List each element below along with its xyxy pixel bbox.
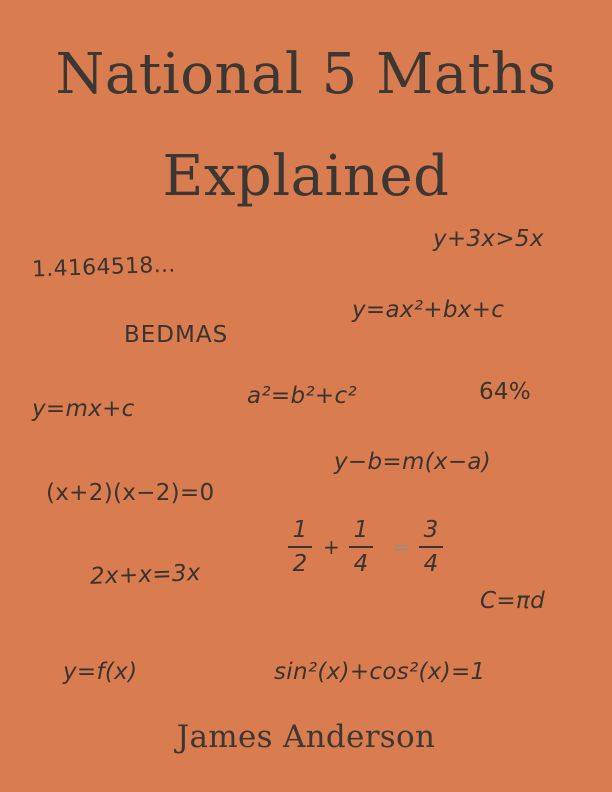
formula-factorised: (x+2)(x−2)=0 <box>46 480 215 506</box>
formula-acronym: BEDMAS <box>124 322 229 348</box>
formula-point-gradient: y−b=m(x−a) <box>334 449 492 475</box>
title-line-2: Explained <box>162 144 450 209</box>
fraction-one-quarter <box>347 519 375 576</box>
formula-straight-line: y=mx+c <box>32 396 135 422</box>
formula-function: y=f(x) <box>63 659 138 685</box>
formula-simplify: 2x+x=3x <box>89 560 202 590</box>
fraction-numerator: 3 <box>423 517 439 543</box>
fraction-numerator: 1 <box>353 517 369 543</box>
title-line-1: National 5 Maths <box>55 42 557 107</box>
fraction-denominator: 2 <box>292 551 308 577</box>
author-name: James Anderson <box>176 719 436 755</box>
equals-sign: = <box>393 535 410 559</box>
formula-decimal: 1.4164518... <box>31 252 176 283</box>
fraction-denominator: 4 <box>423 551 439 577</box>
formula-circumference: C=πd <box>480 588 545 614</box>
formula-trig-identity: sin²(x)+cos²(x)=1 <box>274 659 486 685</box>
formula-inequality: y+3x>5x <box>433 226 544 252</box>
formula-pythagoras: a²=b²+c² <box>247 383 357 409</box>
fraction-one-half <box>286 519 314 576</box>
fraction-numerator: 1 <box>292 517 308 543</box>
formula-quadratic: y=ax²+bx+c <box>352 297 505 323</box>
formula-fraction-sum <box>286 519 456 583</box>
fraction-denominator: 4 <box>353 551 369 577</box>
plus-sign: + <box>323 535 340 559</box>
fraction-three-quarters <box>417 519 445 576</box>
formula-percentage: 64% <box>479 379 532 405</box>
